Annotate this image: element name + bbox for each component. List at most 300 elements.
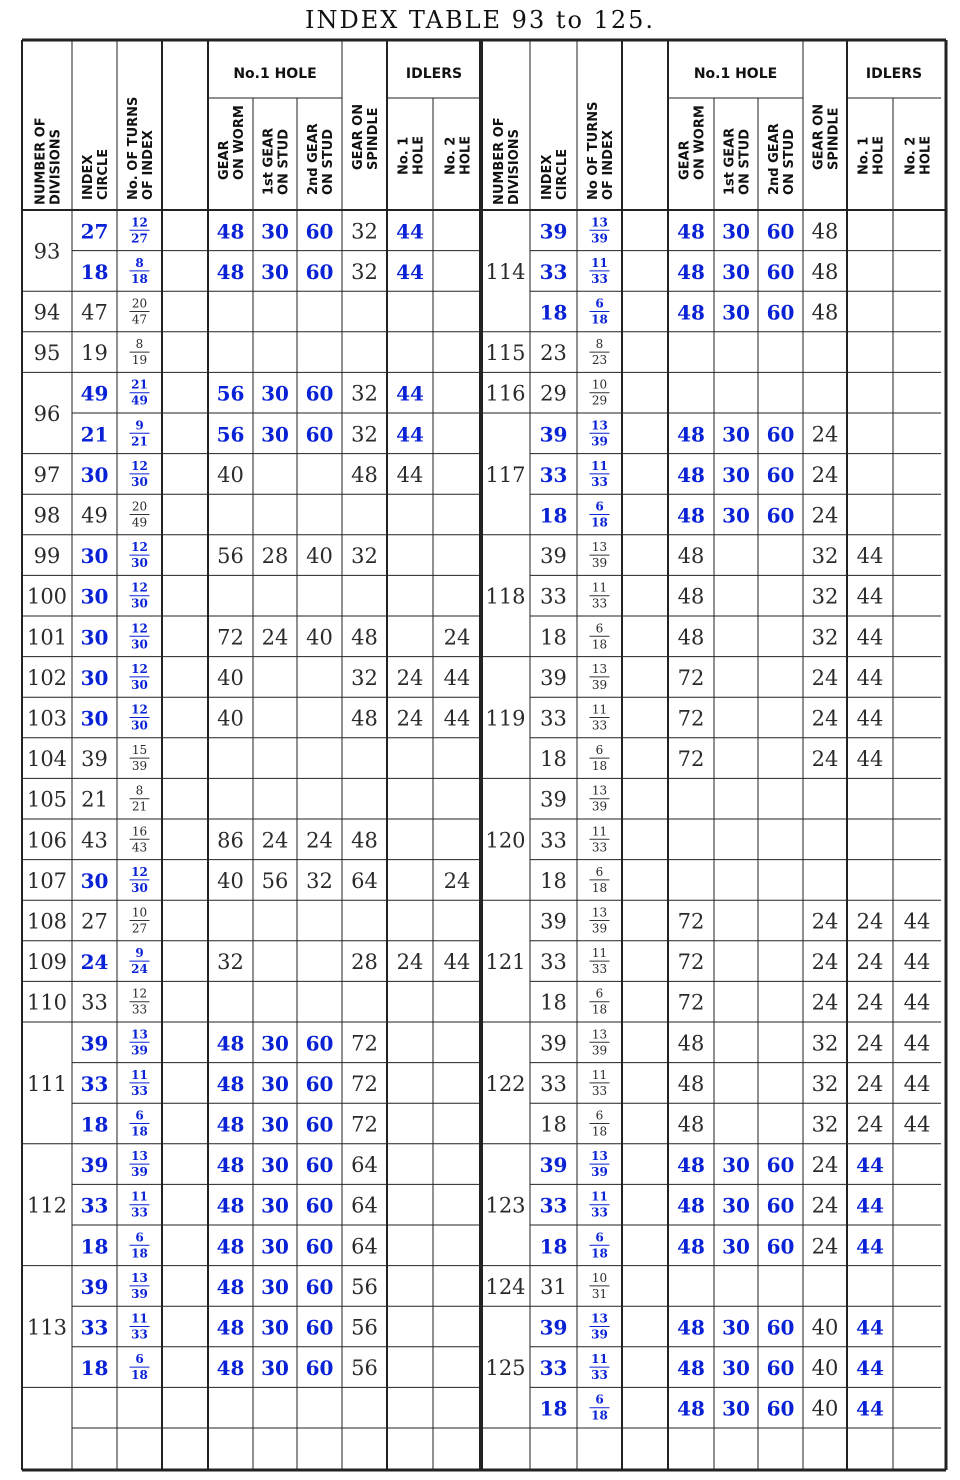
left-index-circle: 43 [81,828,108,853]
left-division-96: 96 [33,402,61,426]
right-gear-value: 44 [903,1112,931,1137]
left-turns-denominator: 39 [131,759,148,774]
right-gear-value: 24 [811,747,839,772]
left-turns-denominator: 47 [131,312,148,327]
left-index-circle: 27 [80,219,109,244]
left-gear-value: 44 [396,219,424,244]
left-gear-value: 56 [351,1315,378,1340]
right-gear-value: 60 [766,1396,795,1421]
right-gear-value: 72 [677,909,705,934]
right-gear-value: 24 [856,909,884,934]
left-turns-denominator: 30 [131,677,148,692]
right-gear-value: 30 [722,1234,750,1259]
left-gear-value: 32 [351,219,378,244]
right-gear-value: 72 [677,950,705,975]
right-gear-value: 72 [677,706,705,731]
right-turns-denominator: 33 [591,840,608,855]
left-gear-value: 28 [351,950,378,975]
right-turns-denominator: 39 [591,1043,608,1058]
right-gear-value: 60 [766,1234,795,1259]
left-gear-value: 24 [306,828,333,853]
left-gear-value: 48 [216,1234,245,1259]
right-header-circle-line: INDEX [540,154,555,200]
left-index-circle: 30 [80,584,109,609]
right-turns-numerator: 11 [591,946,608,961]
left-turns-denominator: 33 [131,1002,148,1017]
right-gear-value: 48 [677,1071,705,1096]
left-gear-value: 60 [305,219,334,244]
right-gear-value: 48 [677,544,705,569]
right-index-circle: 18 [539,503,568,528]
left-gear-value: 60 [305,422,334,447]
right-gear-value: 30 [722,422,750,447]
right-gear-value: 48 [677,1234,705,1259]
left-turns-numerator: 15 [131,743,148,758]
left-gear-value: 48 [216,1031,245,1056]
right-turns-denominator: 18 [591,637,608,652]
left-index-circle: 33 [80,1071,109,1096]
left-gear-value: 30 [261,1071,289,1096]
left-gear-value: 24 [396,706,424,731]
right-division-122: 122 [485,1071,526,1096]
left-gear-value: 30 [261,1193,289,1218]
left-index-circle: 18 [80,259,109,284]
right-index-circle: 18 [540,747,567,772]
right-division-121: 121 [485,950,526,975]
left-header-turns-line: No. OF TURNS [126,96,141,200]
right-turns-numerator: 13 [591,1311,608,1326]
right-header-idler1-line: No. 1 [856,136,872,175]
right-gear-value: 48 [811,259,839,284]
right-turns-denominator: 18 [591,1124,608,1139]
left-header-stud2 [306,123,336,195]
right-index-circle: 33 [540,706,567,731]
left-header-spindle-line: SPINDLE [366,107,381,170]
right-turns-numerator: 13 [591,905,608,920]
right-header-worm-line: ON WORM [692,105,708,180]
left-division-104: 104 [26,747,68,772]
right-gear-value: 30 [722,1315,750,1340]
left-gear-value: 24 [261,828,289,853]
right-index-circle: 29 [540,381,567,406]
left-gear-value: 32 [351,422,378,447]
right-header-idler2-line: HOLE [918,135,934,175]
left-turns-denominator: 49 [131,515,148,530]
right-turns-numerator: 6 [595,1392,604,1407]
right-gear-value: 60 [766,462,795,487]
right-index-circle: 18 [540,990,567,1015]
left-turns-numerator: 11 [131,1067,148,1082]
left-gear-value: 44 [396,422,424,447]
left-header-stud1 [262,128,292,195]
right-turns-numerator: 6 [595,499,604,514]
left-header-worm-line: ON WORM [232,105,247,180]
right-gear-value: 60 [766,503,795,528]
right-gear-value: 24 [811,909,839,934]
left-turns-numerator: 20 [131,499,148,514]
right-turns-denominator: 39 [591,799,608,814]
left-turns-denominator: 33 [131,1327,148,1342]
left-turns-numerator: 9 [135,418,144,433]
right-gear-value: 48 [677,1193,705,1218]
left-division-101: 101 [26,625,68,650]
right-gear-value: 24 [856,990,884,1015]
right-gear-value: 48 [677,1031,705,1056]
right-gear-value: 30 [722,503,750,528]
right-gear-value: 44 [903,909,931,934]
right-header-divisions-line: NUMBER OF [492,117,507,205]
left-turns-denominator: 21 [131,434,148,449]
left-index-circle: 33 [80,1315,109,1340]
right-turns-numerator: 11 [591,1352,608,1367]
right-turns-denominator: 33 [591,271,608,286]
left-division-109: 109 [26,950,68,975]
right-gear-value: 24 [811,1193,839,1218]
left-division-106: 106 [26,828,68,853]
left-gear-value: 30 [261,381,289,406]
left-index-circle: 27 [81,909,108,934]
right-gear-value: 48 [677,503,705,528]
right-gear-value: 24 [811,1234,839,1259]
left-gear-value: 72 [351,1071,378,1096]
left-gear-value: 44 [443,665,471,690]
left-gear-value: 60 [305,1031,334,1056]
right-turns-denominator: 39 [591,1327,608,1342]
left-turns-numerator: 10 [131,905,148,920]
right-turns-numerator: 6 [595,1108,604,1123]
left-turns-denominator: 33 [131,1205,148,1220]
right-turns-numerator: 13 [591,540,608,555]
right-header-idler1 [857,136,887,175]
right-turns-denominator: 23 [591,353,608,368]
left-gear-value: 56 [351,1274,378,1299]
left-gear-value: 48 [351,706,378,731]
right-gear-value: 44 [856,544,884,569]
left-header-worm [217,105,247,180]
right-turns-numerator: 6 [595,296,604,311]
right-gear-value: 24 [811,706,839,731]
right-gear-value: 24 [856,1071,884,1096]
left-header-idler2 [444,136,474,175]
right-header-worm [678,105,708,180]
left-gear-value: 64 [351,1153,378,1178]
left-turns-denominator: 30 [131,718,148,733]
left-turns-numerator: 21 [131,377,148,392]
left-gear-value: 48 [216,1153,245,1178]
left-header-stud1-line: ON STUD [276,128,292,195]
left-header-circle-line: INDEX [81,154,96,200]
right-gear-value: 60 [766,422,795,447]
left-gear-value: 48 [216,1315,245,1340]
right-turns-numerator: 8 [595,337,604,352]
left-index-circle: 24 [80,950,109,975]
left-division-108: 108 [26,909,68,934]
right-index-circle: 39 [540,909,567,934]
right-division-125: 125 [485,1356,526,1381]
left-turns-denominator: 18 [131,1246,148,1261]
right-gear-value: 44 [903,1031,931,1056]
right-turns-denominator: 39 [591,1165,608,1180]
right-index-circle: 33 [539,1193,568,1218]
left-gear-value: 48 [216,1193,245,1218]
right-gear-value: 48 [677,219,705,244]
left-index-circle: 21 [81,787,108,812]
right-gear-value: 72 [677,747,705,772]
left-index-circle: 30 [80,706,109,731]
right-turns-denominator: 31 [591,1286,608,1301]
left-gear-value: 48 [351,625,378,650]
left-turns-denominator: 39 [131,1286,148,1301]
right-gear-value: 44 [856,747,884,772]
left-gear-value: 72 [351,1112,378,1137]
right-turns-numerator: 11 [591,1067,608,1082]
left-division-105: 105 [26,787,68,812]
left-turns-numerator: 6 [135,1108,144,1123]
left-index-circle: 30 [80,544,109,569]
right-gear-value: 48 [677,1315,705,1340]
right-gear-value: 30 [722,1193,750,1218]
left-turns-denominator: 30 [131,474,148,489]
left-index-circle: 49 [80,381,109,406]
right-gear-value: 48 [677,462,705,487]
right-header-circle [540,149,570,200]
left-division-112: 112 [26,1193,68,1218]
left-gear-value: 48 [216,1112,245,1137]
right-header-idler1-line: HOLE [871,135,887,175]
left-gear-value: 32 [351,259,378,284]
left-index-circle: 18 [80,1234,109,1259]
right-header-divisions [492,117,522,205]
right-division-119: 119 [485,706,526,731]
left-gear-value: 30 [261,1234,289,1259]
left-gear-value: 44 [443,950,471,975]
left-division-110: 110 [26,990,68,1015]
left-gear-value: 86 [217,828,244,853]
left-gear-value: 40 [217,706,244,731]
left-turns-denominator: 19 [131,353,148,368]
right-turns-numerator: 13 [591,1027,608,1042]
right-gear-value: 32 [811,625,839,650]
right-gear-value: 44 [903,990,931,1015]
left-gear-value: 40 [217,462,244,487]
left-header-idler2-line: No. 2 [443,136,459,175]
right-turns-denominator: 18 [591,1408,608,1423]
right-gear-value: 30 [722,219,750,244]
left-gear-value: 60 [305,1356,334,1381]
left-gear-value: 24 [443,625,471,650]
right-gear-value: 30 [722,300,750,325]
right-turns-denominator: 39 [591,231,608,246]
right-header-stud1-line: ON STUD [737,128,753,195]
right-gear-value: 60 [766,259,795,284]
right-header-spindle-line: SPINDLE [826,107,842,170]
left-gear-value: 60 [305,259,334,284]
left-gear-value: 30 [261,1153,289,1178]
left-gear-value: 24 [396,665,424,690]
left-index-circle: 39 [80,1274,109,1299]
right-header-divisions-line: DIVISIONS [507,128,522,205]
right-header-circle-line: CIRCLE [555,148,570,200]
left-index-circle: 21 [80,422,109,447]
left-gear-value: 64 [351,1234,378,1259]
right-gear-value: 30 [722,259,750,284]
left-turns-denominator: 18 [131,1368,148,1383]
right-gear-value: 44 [856,584,884,609]
left-turns-denominator: 30 [131,596,148,611]
left-turns-denominator: 33 [131,1083,148,1098]
left-index-circle: 49 [81,503,108,528]
left-gear-value: 64 [351,1193,378,1218]
left-turns-numerator: 12 [131,215,148,230]
left-turns-denominator: 27 [131,921,148,936]
left-turns-denominator: 30 [131,637,148,652]
right-gear-value: 48 [811,300,839,325]
right-turns-denominator: 18 [591,515,608,530]
left-turns-denominator: 43 [131,840,148,855]
left-header-idlers: IDLERS [405,66,463,82]
left-gear-value: 30 [261,1315,289,1340]
right-turns-denominator: 18 [591,312,608,327]
right-turns-numerator: 11 [591,255,608,270]
left-division-95: 95 [33,341,61,366]
right-turns-numerator: 11 [591,458,608,473]
left-gear-value: 56 [351,1356,378,1381]
right-index-circle: 18 [540,868,567,893]
right-index-circle: 33 [540,828,567,853]
left-header-turns-line: OF INDEX [141,130,156,200]
right-gear-value: 44 [856,1396,884,1421]
left-gear-value: 44 [396,259,424,284]
right-gear-value: 48 [677,1112,705,1137]
left-division-111: 111 [26,1071,68,1096]
left-index-circle: 39 [80,1153,109,1178]
left-division-94: 94 [33,300,61,325]
right-gear-value: 60 [766,1153,795,1178]
right-gear-value: 44 [856,1356,884,1381]
right-division-117: 117 [485,462,526,487]
left-division-100: 100 [26,584,68,609]
right-header-idlers: IDLERS [865,66,923,82]
left-division-102: 102 [26,665,68,690]
right-gear-value: 30 [722,462,750,487]
left-turns-denominator: 21 [131,799,148,814]
left-index-circle: 30 [80,665,109,690]
right-turns-denominator: 18 [591,880,608,895]
right-turns-numerator: 10 [591,377,608,392]
right-gear-value: 48 [677,1356,705,1381]
left-gear-value: 30 [261,1356,289,1381]
right-turns-numerator: 13 [591,661,608,676]
left-header-idler2-line: HOLE [458,135,474,175]
left-turns-numerator: 9 [135,946,144,961]
right-division-120: 120 [485,828,526,853]
right-gear-value: 32 [811,1071,839,1096]
left-gear-value: 24 [396,950,424,975]
left-division-98: 98 [33,503,61,528]
right-gear-value: 40 [811,1396,839,1421]
left-gear-value: 44 [443,706,471,731]
right-index-circle: 18 [539,300,568,325]
left-gear-value: 60 [305,1153,334,1178]
left-gear-value: 40 [306,544,333,569]
right-turns-numerator: 6 [595,621,604,636]
left-gear-value: 30 [261,1112,289,1137]
right-gear-value: 44 [903,950,931,975]
left-gear-value: 30 [261,219,289,244]
left-gear-value: 32 [217,950,244,975]
right-index-circle: 18 [539,1396,568,1421]
right-turns-numerator: 6 [595,986,604,1001]
right-turns-numerator: 13 [591,215,608,230]
left-gear-value: 32 [351,381,378,406]
right-division-124: 124 [485,1274,526,1299]
left-division-107: 107 [26,868,68,893]
right-gear-value: 24 [856,1031,884,1056]
page-title: INDEX TABLE 93 to 125. [304,6,656,34]
right-gear-value: 72 [677,665,705,690]
left-gear-value: 60 [305,1315,334,1340]
right-gear-value: 24 [811,462,839,487]
right-gear-value: 44 [856,625,884,650]
right-gear-value: 30 [722,1356,750,1381]
left-header-worm-line: GEAR [217,140,232,180]
left-turns-numerator: 11 [131,1311,148,1326]
left-turns-numerator: 6 [135,1352,144,1367]
right-index-circle: 18 [539,1234,568,1259]
right-turns-denominator: 33 [591,1205,608,1220]
left-turns-numerator: 12 [131,702,148,717]
left-turns-numerator: 12 [131,986,148,1001]
right-turns-denominator: 39 [591,921,608,936]
right-turns-numerator: 6 [595,743,604,758]
right-division-116: 116 [485,381,526,406]
right-gear-value: 24 [811,503,839,528]
right-division-118: 118 [485,584,526,609]
right-turns-denominator: 18 [591,759,608,774]
right-gear-value: 44 [856,665,884,690]
left-gear-value: 40 [306,625,333,650]
left-gear-value: 56 [216,381,245,406]
left-index-circle: 33 [81,990,108,1015]
right-gear-value: 60 [766,300,795,325]
left-turns-numerator: 6 [135,1230,144,1245]
left-gear-value: 48 [216,1356,245,1381]
right-turns-numerator: 13 [591,783,608,798]
right-turns-denominator: 33 [591,1083,608,1098]
right-turns-denominator: 29 [591,393,608,408]
left-turns-numerator: 20 [131,296,148,311]
left-gear-value: 60 [305,1071,334,1096]
right-header-stud1-line: 1st GEAR [722,127,738,195]
right-gear-value: 24 [811,665,839,690]
right-gear-value: 24 [856,950,884,975]
left-gear-value: 72 [351,1031,378,1056]
left-turns-numerator: 12 [131,864,148,879]
right-gear-value: 48 [677,259,705,284]
left-index-circle: 30 [80,625,109,650]
right-index-circle: 33 [540,584,567,609]
left-gear-value: 44 [396,462,424,487]
left-gear-value: 56 [216,422,245,447]
right-turns-numerator: 11 [591,702,608,717]
left-gear-value: 44 [396,381,424,406]
right-gear-value: 60 [766,1193,795,1218]
left-gear-value: 60 [305,1193,334,1218]
right-index-circle: 18 [540,1112,567,1137]
left-gear-value: 30 [261,259,289,284]
left-gear-value: 40 [217,665,244,690]
left-turns-denominator: 18 [131,1124,148,1139]
